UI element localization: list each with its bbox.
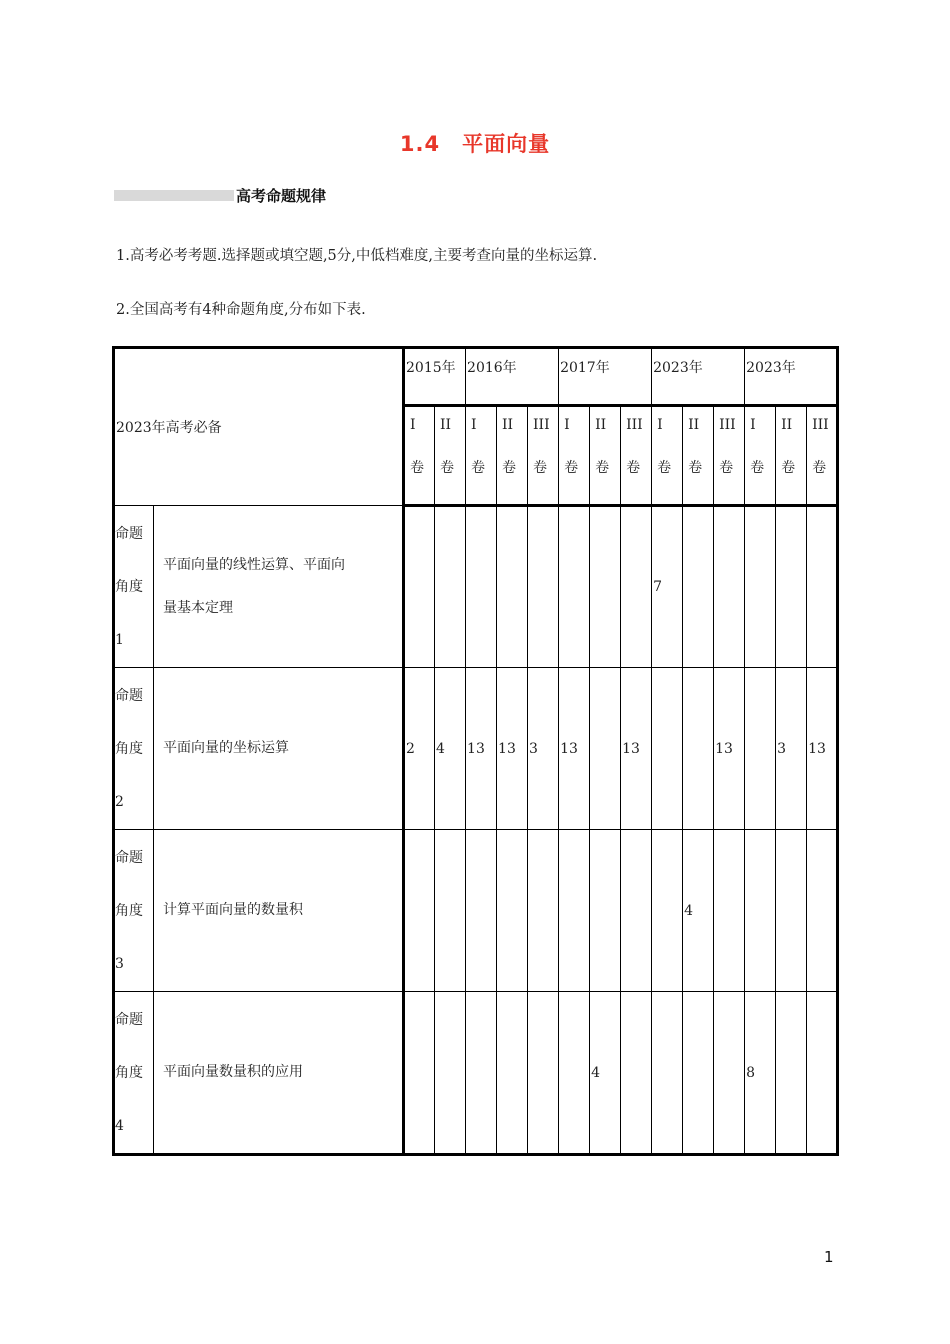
volume-suffix: 卷 [750, 460, 765, 476]
year-header-2016: 2016年 [466, 348, 559, 406]
question-number-cell [652, 992, 683, 1155]
question-number-cell: 13 [497, 668, 528, 830]
question-number-cell [807, 992, 838, 1155]
volume-suffix: 卷 [471, 460, 486, 476]
question-number-cell: 13 [559, 668, 590, 830]
volume-suffix: 卷 [781, 460, 796, 476]
question-number-cell [466, 506, 497, 668]
distribution-table [112, 346, 839, 1156]
question-number-cell [590, 830, 621, 992]
question-number-cell: 3 [528, 668, 559, 830]
year-header-2023-a: 2023年 [652, 348, 745, 406]
volume-header [559, 406, 590, 506]
volume-header [528, 406, 559, 506]
question-number-cell: 13 [621, 668, 652, 830]
question-number-cell: 13 [466, 668, 497, 830]
angle-label-line: 角度 [115, 1065, 143, 1081]
volume-header [435, 406, 466, 506]
page-number: 1 [824, 1248, 834, 1266]
volume-header [404, 406, 435, 506]
table-row [114, 668, 838, 830]
angle-label-line: 角度 [115, 579, 143, 595]
volume-number: III [719, 417, 736, 433]
question-number-cell [466, 830, 497, 992]
volume-number: I [564, 417, 570, 433]
volume-suffix: 卷 [812, 460, 827, 476]
year-header-2017: 2017年 [559, 348, 652, 406]
question-number-cell: 3 [776, 668, 807, 830]
question-number-cell [497, 506, 528, 668]
question-number-cell [776, 506, 807, 668]
question-number-cell [714, 992, 745, 1155]
table-corner-label: 2023年高考必备 [114, 348, 404, 506]
angle-description-line: 平面向量数量积的应用 [163, 1064, 303, 1080]
question-number-cell [590, 668, 621, 830]
question-number-cell [590, 506, 621, 668]
volume-number: I [657, 417, 663, 433]
volume-header [652, 406, 683, 506]
volume-suffix: 卷 [657, 460, 672, 476]
question-number-cell [683, 992, 714, 1155]
section-heading-bar [114, 190, 234, 201]
volume-suffix: 卷 [564, 460, 579, 476]
question-number-cell [652, 668, 683, 830]
question-number-cell [497, 992, 528, 1155]
volume-suffix: 卷 [440, 460, 455, 476]
question-number-cell [559, 830, 590, 992]
table-row [114, 506, 838, 668]
question-number-cell [714, 506, 745, 668]
question-number-cell: 13 [714, 668, 745, 830]
question-number-cell [435, 830, 466, 992]
question-number-cell [807, 506, 838, 668]
volume-number: I [410, 417, 416, 433]
angle-label [114, 830, 154, 992]
question-number-cell [404, 992, 435, 1155]
question-number-cell [435, 506, 466, 668]
question-number-cell [528, 992, 559, 1155]
question-number-cell [807, 830, 838, 992]
question-number-cell [466, 992, 497, 1155]
volume-suffix: 卷 [626, 460, 641, 476]
question-number-cell [621, 992, 652, 1155]
angle-description [154, 830, 404, 992]
volume-header [745, 406, 776, 506]
angle-description-line: 平面向量的线性运算、平面向 [163, 556, 345, 573]
volume-number: II [688, 417, 700, 433]
volume-header [807, 406, 838, 506]
angle-label-line: 命题 [115, 526, 143, 542]
volume-header [714, 406, 745, 506]
question-number-cell [745, 506, 776, 668]
angle-description [154, 668, 404, 830]
angle-label-line: 2 [115, 794, 124, 810]
page-title: 1.4 平面向量 [399, 132, 551, 156]
table-row [114, 992, 838, 1155]
angle-description [154, 506, 404, 668]
question-number-cell [621, 830, 652, 992]
angle-label-line: 命题 [115, 850, 143, 866]
angle-label [114, 668, 154, 830]
angle-description [154, 992, 404, 1155]
table-row [114, 830, 838, 992]
volume-number: III [812, 417, 829, 433]
angle-label-line: 4 [115, 1118, 124, 1134]
volume-suffix: 卷 [533, 460, 548, 476]
volume-number: III [533, 417, 550, 433]
volume-number: II [781, 417, 793, 433]
volume-header [776, 406, 807, 506]
question-number-cell [714, 830, 745, 992]
paragraph-2: 2.全国高考有4种命题角度,分布如下表. [116, 302, 366, 318]
question-number-cell [776, 992, 807, 1155]
question-number-cell [435, 992, 466, 1155]
angle-description-line: 平面向量的坐标运算 [163, 740, 289, 756]
angle-label-line: 命题 [115, 688, 143, 704]
volume-suffix: 卷 [410, 460, 425, 476]
question-number-cell [559, 992, 590, 1155]
question-number-cell [745, 668, 776, 830]
question-number-cell [745, 830, 776, 992]
question-number-cell [652, 830, 683, 992]
question-number-cell [559, 506, 590, 668]
year-header-2023-b: 2023年 [745, 348, 838, 406]
question-number-cell [528, 830, 559, 992]
year-header-2015: 2015年 [404, 348, 466, 406]
volume-header [466, 406, 497, 506]
question-number-cell: 7 [652, 506, 683, 668]
volume-suffix: 卷 [719, 460, 734, 476]
section-heading-label: 高考命题规律 [236, 186, 327, 205]
question-number-cell [404, 830, 435, 992]
angle-label [114, 992, 154, 1155]
volume-header [590, 406, 621, 506]
question-number-cell: 8 [745, 992, 776, 1155]
volume-suffix: 卷 [688, 460, 703, 476]
question-number-cell: 4 [435, 668, 466, 830]
question-number-cell [404, 506, 435, 668]
volume-suffix: 卷 [595, 460, 610, 476]
angle-label-line: 角度 [115, 741, 143, 757]
question-number-cell [683, 506, 714, 668]
angle-description-line: 量基本定理 [163, 599, 233, 616]
volume-number: I [750, 417, 756, 433]
volume-header [683, 406, 714, 506]
volume-header [497, 406, 528, 506]
question-number-cell [683, 668, 714, 830]
angle-label-line: 命题 [115, 1012, 143, 1028]
paragraph-1: 1.高考必考考题.选择题或填空题,5分,中低档难度,主要考查向量的坐标运算. [116, 248, 598, 264]
question-number-cell [497, 830, 528, 992]
angle-label-line: 1 [115, 632, 124, 648]
angle-label [114, 506, 154, 668]
angle-label-line: 3 [115, 956, 124, 972]
angle-description-line: 计算平面向量的数量积 [163, 902, 303, 918]
question-number-cell [528, 506, 559, 668]
volume-header [621, 406, 652, 506]
question-number-cell [621, 506, 652, 668]
question-number-cell: 4 [683, 830, 714, 992]
volume-number: III [626, 417, 643, 433]
question-number-cell: 4 [590, 992, 621, 1155]
section-heading [114, 184, 326, 206]
question-number-cell [776, 830, 807, 992]
volume-number: II [502, 417, 514, 433]
question-number-cell: 13 [807, 668, 838, 830]
volume-suffix: 卷 [502, 460, 517, 476]
angle-label-line: 角度 [115, 903, 143, 919]
volume-number: II [595, 417, 607, 433]
volume-number: I [471, 417, 477, 433]
question-number-cell: 2 [404, 668, 435, 830]
volume-number: II [440, 417, 452, 433]
